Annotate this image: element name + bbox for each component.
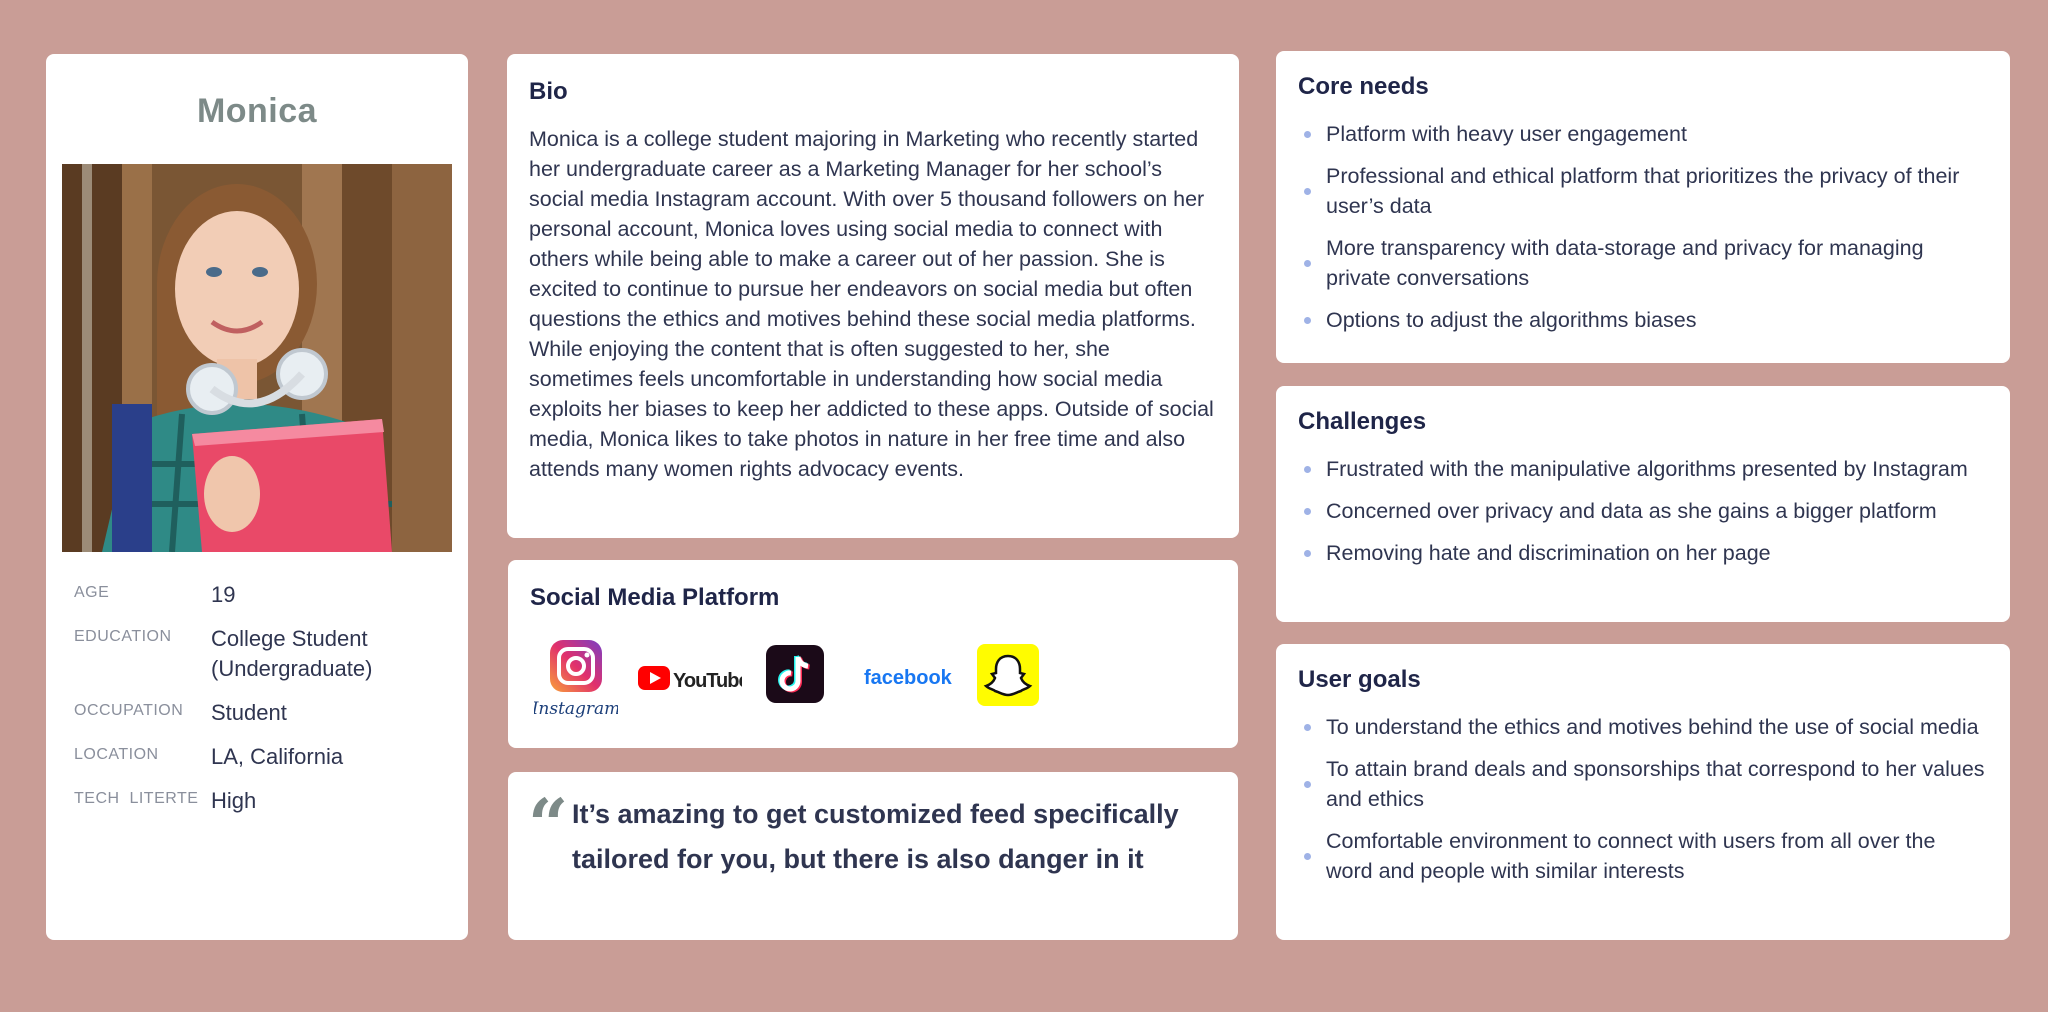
list-item [1298, 538, 1988, 568]
tiktok-logo [766, 645, 824, 703]
fact-value: 19 [211, 582, 236, 607]
core-needs-title: Core needs [1298, 73, 1429, 100]
list-item [1298, 754, 1988, 814]
bullet-icon [1304, 317, 1311, 324]
bullet-icon [1304, 550, 1311, 557]
list-item [1298, 161, 1988, 221]
challenges-card [1276, 386, 2010, 622]
fact-label: OCCUPATION [74, 702, 184, 719]
fact-label: LOCATION [74, 746, 159, 763]
list-item-text: To understand the ethics and motives behind the use of social media [1326, 715, 1979, 739]
list-item [1298, 454, 1988, 484]
fact-location [74, 742, 454, 772]
list-item-text: Professional and ethical platform that prioritizes the privacy of their user’s data [1326, 164, 1960, 218]
platform-logos [534, 638, 1214, 728]
persona-name: Monica [196, 92, 318, 130]
instagram-wordmark: Instagram [534, 699, 618, 719]
list-item [1298, 119, 1988, 149]
bullet-icon [1304, 724, 1311, 731]
social-media-card [508, 560, 1238, 748]
list-item-text: Concerned over privacy and data as she gains a bigger platform [1326, 499, 1937, 523]
list-item [1298, 305, 1988, 335]
quote-text: It’s amazing to get customized feed specifically tailored for you, but there is also danger in it [572, 799, 1179, 874]
instagram-logo [534, 638, 618, 722]
list-item-text: Removing hate and discrimination on her page [1326, 541, 1771, 565]
list-item-text: Frustrated with the manipulative algorithms presented by Instagram [1326, 457, 1968, 481]
bullet-icon [1304, 131, 1311, 138]
user-goals-list [1298, 712, 1988, 886]
bio-title: Bio [529, 78, 568, 105]
list-item-text: Options to adjust the algorithms biases [1326, 308, 1697, 332]
list-item [1298, 712, 1988, 742]
persona-photo [62, 164, 452, 552]
snapchat-logo [977, 644, 1039, 706]
youtube-wordmark: YouTube [673, 670, 742, 692]
fact-value: College Student (Undergraduate) [211, 626, 373, 681]
list-item-text: More transparency with data-storage and privacy for managing private conversations [1326, 236, 1924, 290]
facebook-logo [864, 662, 984, 692]
bio-card [507, 54, 1239, 538]
fact-label: EDUCATION [74, 628, 172, 645]
fact-label: TECH LITERTE [74, 790, 199, 807]
bullet-icon [1304, 466, 1311, 473]
fact-occupation [74, 698, 454, 728]
list-item [1298, 496, 1988, 526]
bullet-icon [1304, 260, 1311, 267]
bullet-icon [1304, 781, 1311, 788]
list-item-text: To attain brand deals and sponsorships that correspond to her values and ethics [1326, 757, 1985, 811]
user-goals-card [1276, 644, 2010, 940]
core-needs-card [1276, 51, 2010, 363]
user-goals-title: User goals [1298, 666, 1421, 693]
challenges-list [1298, 454, 1988, 568]
bio-text: Monica is a college student majoring in Marketing who recently started her undergraduate career as a Marketing Manager for her school’s social media Instagram account. With over 5 thousand followers on her personal account, Monica loves using social media to connect with others while being able to make a career out of her passion. She is excited to continue to pursue her endeavors on social media but often questions the ethics and motives behind these social media platforms. While enjoying the content that is often suggested to her, she sometimes feels uncomfortable in understanding how social media exploits her biases to keep her addicted to these apps. Outside of social media, Monica likes to take photos in nature in her free time and also attends many women rights advocacy events. [529, 127, 1214, 481]
list-item [1298, 233, 1988, 293]
profile-card [46, 54, 468, 940]
fact-value: Student [211, 700, 287, 725]
fact-value: LA, California [211, 744, 344, 769]
fact-education [74, 624, 454, 684]
fact-tech-literacy [74, 786, 454, 816]
fact-age [74, 580, 454, 610]
bullet-icon [1304, 508, 1311, 515]
list-item [1298, 826, 1988, 886]
list-item-text: Comfortable environment to connect with users from all over the word and people with similar interests [1326, 829, 1936, 883]
challenges-title: Challenges [1298, 408, 1427, 435]
list-item-text: Platform with heavy user engagement [1326, 122, 1687, 146]
fact-value: High [211, 788, 257, 813]
quote-card [508, 772, 1238, 940]
persona-facts [74, 580, 454, 830]
facebook-wordmark: facebook [864, 667, 952, 689]
core-needs-list [1298, 119, 1988, 335]
bullet-icon [1304, 853, 1311, 860]
quote-mark-icon: “ [528, 783, 569, 866]
social-media-title: Social Media Platform [530, 584, 780, 611]
fact-label: AGE [74, 584, 110, 601]
bullet-icon [1304, 188, 1311, 195]
youtube-logo [638, 658, 742, 698]
